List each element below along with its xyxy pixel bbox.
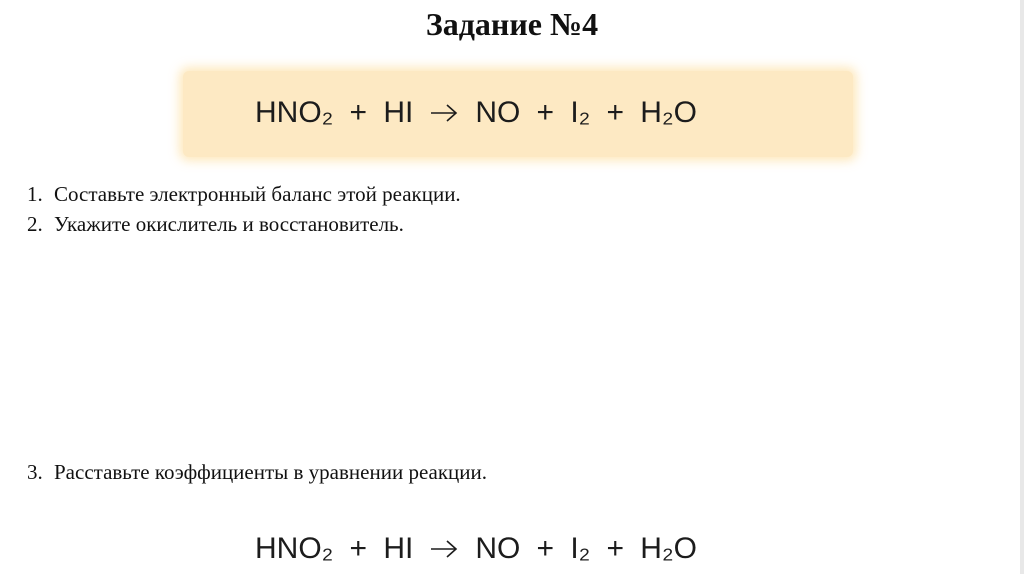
task-text: Расставьте коэффициенты в уравнении реакции.: [54, 460, 488, 484]
plus-sign: +: [606, 532, 625, 565]
task-text: Составьте электронный баланс этой реакции.: [54, 182, 461, 206]
task-number: 2.: [27, 212, 43, 236]
reactant-hi: HI: [383, 532, 414, 565]
product-no: NO: [475, 96, 521, 129]
slide-title: Задание №4: [425, 6, 599, 42]
product-h2o: H₂O: [640, 96, 697, 129]
plus-sign: +: [536, 96, 555, 129]
plus-sign: +: [606, 96, 625, 129]
equation-top: [255, 96, 697, 130]
task-number: 3.: [27, 460, 43, 484]
task-list: [27, 457, 487, 487]
slide-edge-line: [1020, 0, 1024, 574]
list-item: [27, 179, 461, 209]
task-list: [27, 179, 461, 239]
plus-sign: +: [349, 532, 368, 565]
task-text: Укажите окислитель и восстановитель.: [54, 212, 404, 236]
product-i2: I₂: [570, 96, 591, 129]
list-item: [27, 209, 461, 239]
plus-sign: +: [536, 532, 555, 565]
task-number: 1.: [27, 182, 43, 206]
reaction-arrow-icon: [413, 103, 475, 123]
product-h2o: H₂O: [640, 532, 697, 565]
reactant-hno2: HNO₂: [255, 532, 334, 565]
plus-sign: +: [349, 96, 368, 129]
reactant-hi: HI: [383, 96, 414, 129]
equation-bottom: [255, 532, 697, 566]
reaction-arrow-icon: [413, 539, 475, 559]
list-item: [27, 457, 487, 487]
reactant-hno2: HNO₂: [255, 96, 334, 129]
product-i2: I₂: [570, 532, 591, 565]
product-no: NO: [475, 532, 521, 565]
